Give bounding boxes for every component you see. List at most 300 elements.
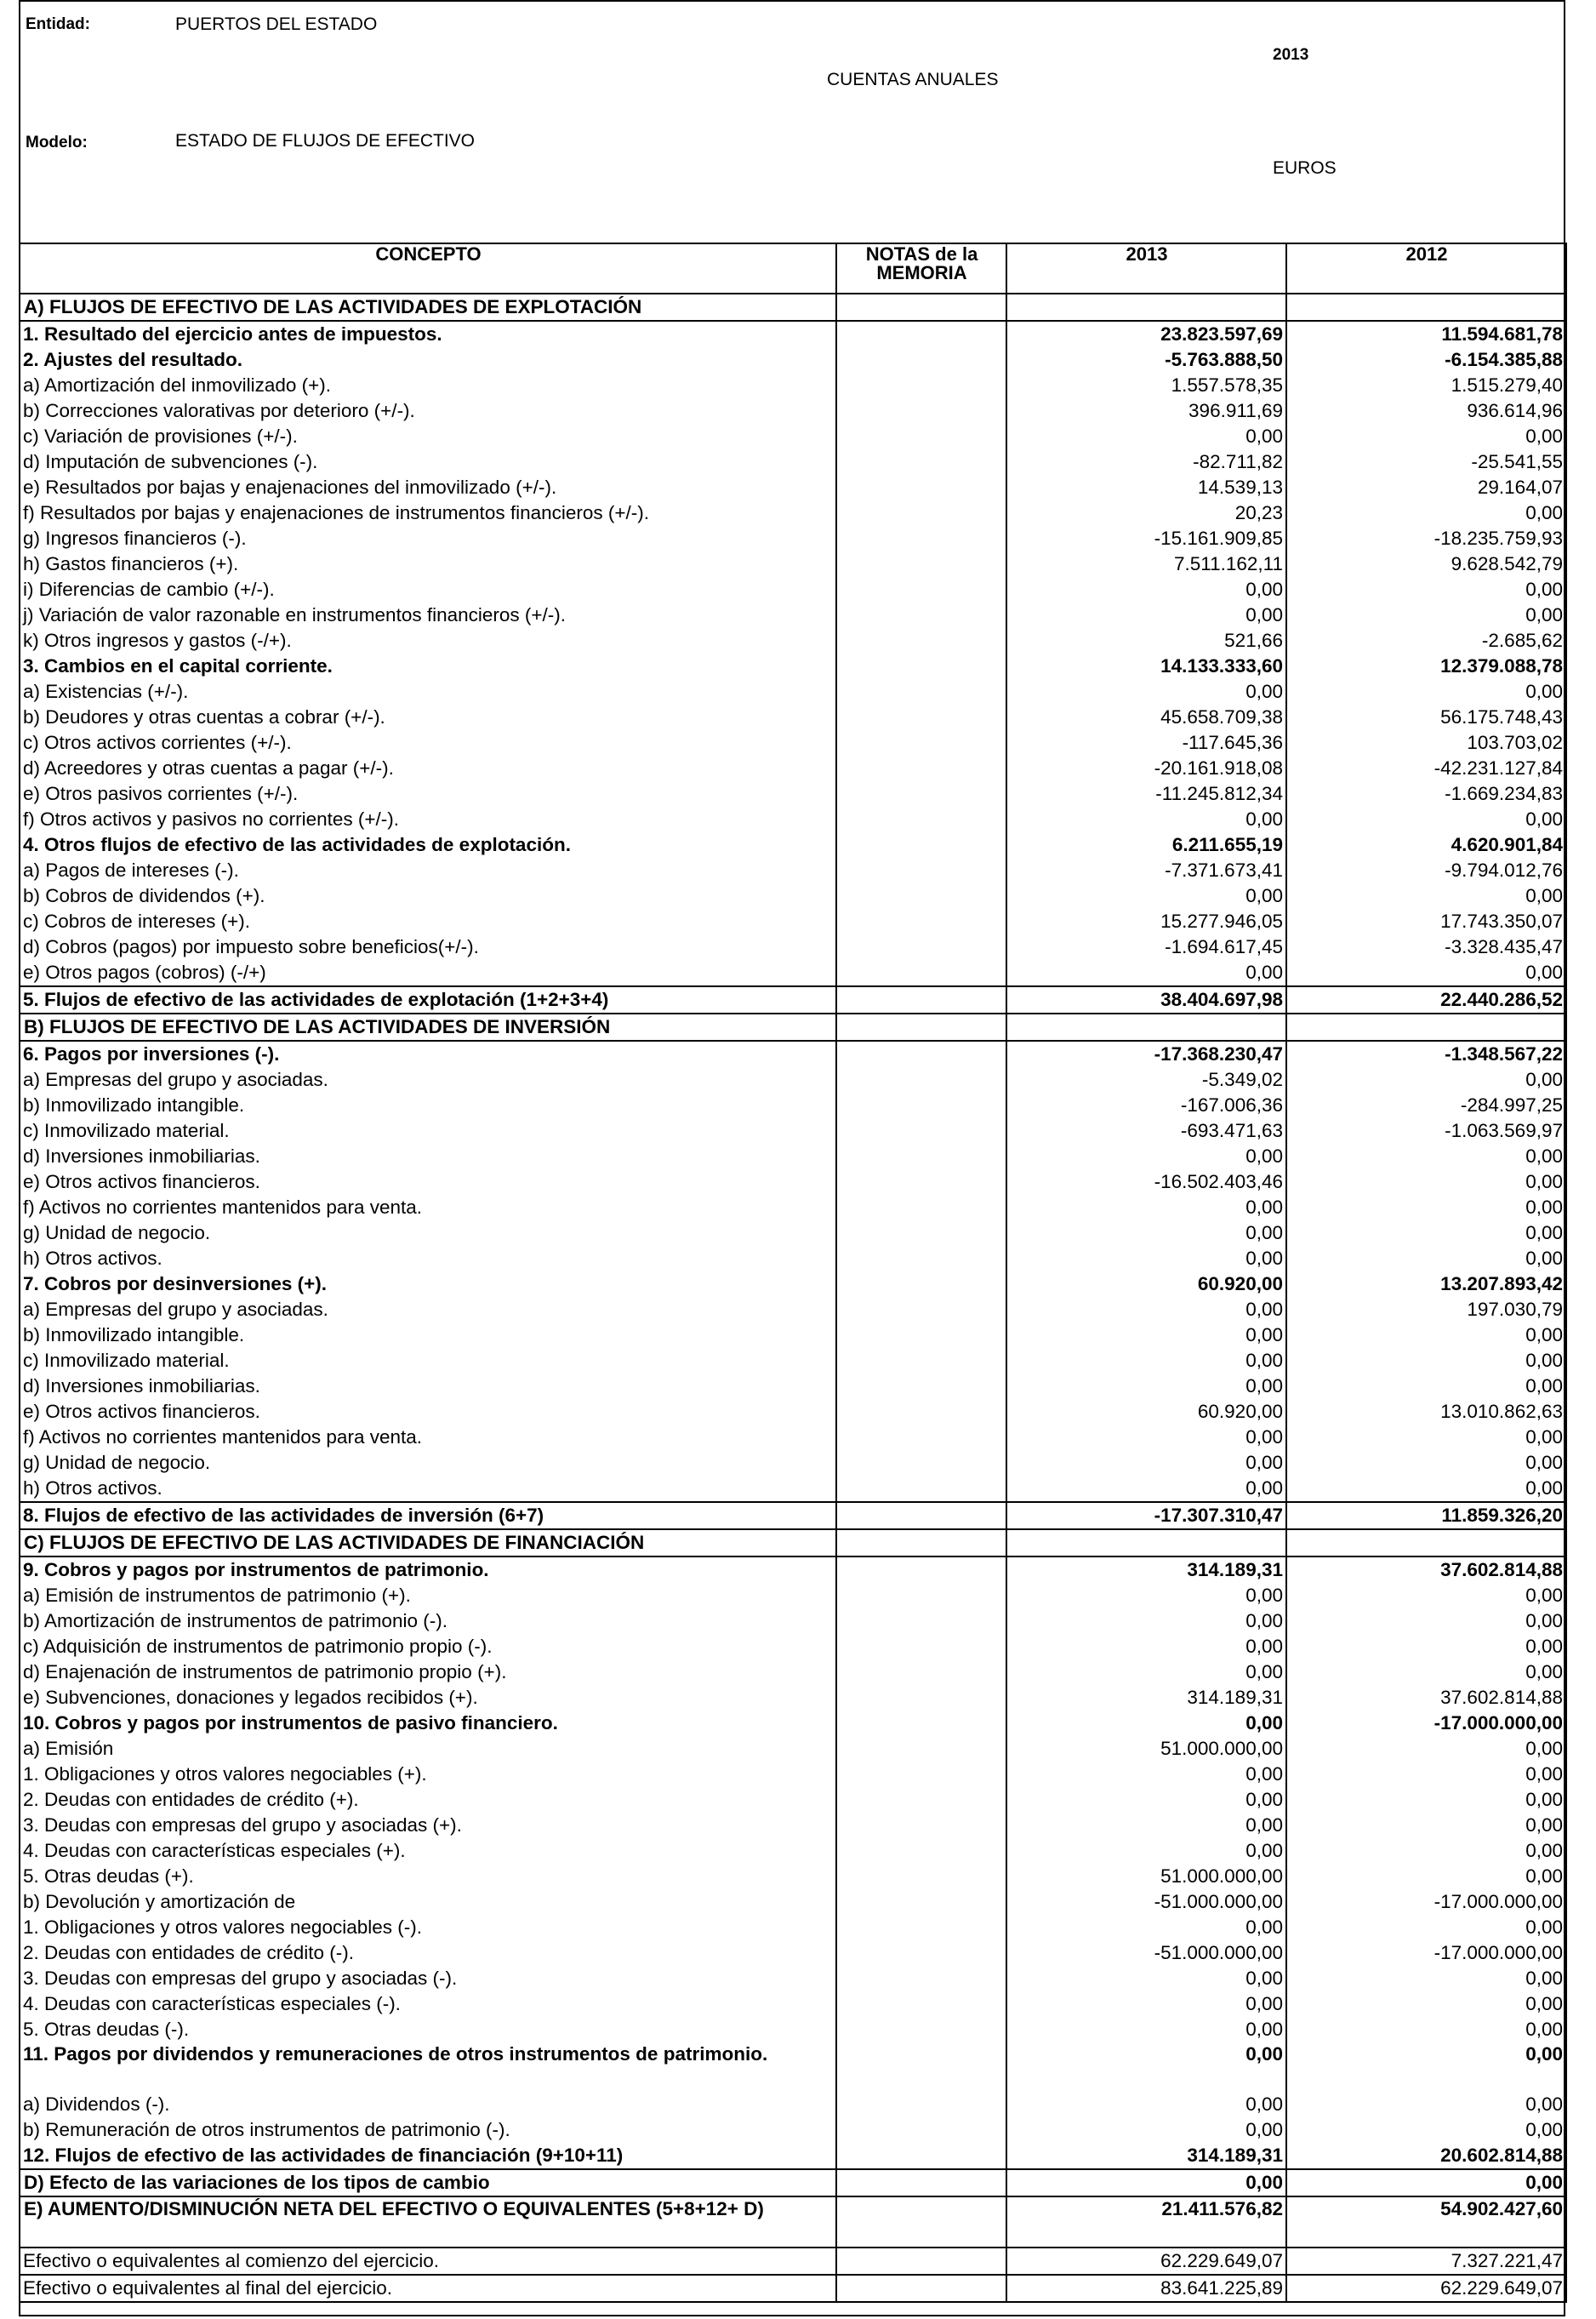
notas-cell bbox=[836, 1787, 1006, 1813]
col-2013: 2013 bbox=[1006, 243, 1286, 294]
value-2012-cell: 0,00 bbox=[1286, 1322, 1566, 1348]
notas-cell bbox=[836, 603, 1006, 628]
value-2013-cell: 14.133.333,60 bbox=[1006, 654, 1286, 679]
table-row bbox=[20, 1583, 1566, 1608]
value-2012-cell bbox=[1286, 1529, 1566, 1556]
concepto-cell: 1. Obligaciones y otros valores negociables (-). bbox=[23, 1916, 422, 1938]
value-2013-cell: -17.368.230,47 bbox=[1006, 1041, 1286, 1067]
table-row bbox=[20, 1322, 1566, 1348]
value-2012-cell: 0,00 bbox=[1286, 1195, 1566, 1220]
value-2013-cell: 314.189,31 bbox=[1006, 1685, 1286, 1711]
value-2013-cell: -51.000.000,00 bbox=[1006, 1940, 1286, 1966]
table-row bbox=[20, 1220, 1566, 1246]
value-2013-cell: 0,00 bbox=[1006, 1195, 1286, 1220]
value-2013-cell: 60.920,00 bbox=[1006, 1399, 1286, 1425]
notas-cell bbox=[836, 934, 1006, 960]
notas-cell bbox=[836, 398, 1006, 424]
concepto-cell: a) Existencias (+/-). bbox=[23, 681, 189, 702]
notas-cell bbox=[836, 832, 1006, 858]
value-2013-cell: 521,66 bbox=[1006, 628, 1286, 654]
concepto-cell: c) Variación de provisiones (+/-). bbox=[23, 426, 298, 447]
table-row bbox=[20, 347, 1566, 373]
table-body bbox=[20, 294, 1566, 2302]
notas-cell bbox=[836, 1322, 1006, 1348]
concepto-cell: 4. Otros flujos de efectivo de las actividades de explotación. bbox=[23, 834, 571, 855]
table-row bbox=[20, 603, 1566, 628]
table-row bbox=[20, 1736, 1566, 1762]
value-2012-cell: 0,00 bbox=[1286, 603, 1566, 628]
value-2013-cell: 0,00 bbox=[1006, 2169, 1286, 2196]
table-row bbox=[20, 628, 1566, 654]
notas-cell bbox=[836, 1685, 1006, 1711]
table-row bbox=[20, 756, 1566, 781]
concepto-cell: 5. Flujos de efectivo de las actividades de explotación (1+2+3+4) bbox=[20, 986, 836, 1014]
value-2013-cell: -20.161.918,08 bbox=[1006, 756, 1286, 781]
notas-cell bbox=[836, 1246, 1006, 1271]
value-2012-cell: 37.602.814,88 bbox=[1286, 1685, 1566, 1711]
value-2013-cell: 0,00 bbox=[1006, 2092, 1286, 2117]
value-2013-cell: 0,00 bbox=[1006, 1348, 1286, 1374]
value-2012-cell: 11.594.681,78 bbox=[1286, 321, 1566, 347]
notas-cell bbox=[836, 1864, 1006, 1889]
concepto-cell: c) Adquisición de instrumentos de patrimonio propio (-). bbox=[23, 1636, 493, 1657]
table-row bbox=[20, 832, 1566, 858]
notas-cell bbox=[836, 756, 1006, 781]
value-2013-cell: 0,00 bbox=[1006, 960, 1286, 986]
concepto-cell: 5. Otras deudas (+). bbox=[23, 1865, 194, 1887]
value-2012-cell: 0,00 bbox=[1286, 1634, 1566, 1659]
notas-cell bbox=[836, 551, 1006, 577]
col-2012: 2012 bbox=[1286, 243, 1566, 294]
concepto-cell: b) Correcciones valorativas por deterioro (+/-). bbox=[23, 400, 415, 421]
col-notas: NOTAS de la MEMORIA bbox=[836, 243, 1006, 294]
value-2013-cell: -11.245.812,34 bbox=[1006, 781, 1286, 807]
value-2012-cell: 0,00 bbox=[1286, 1425, 1566, 1450]
value-2012-cell: 54.902.427,60 bbox=[1286, 2196, 1566, 2248]
table-row bbox=[20, 424, 1566, 449]
value-2012-cell: -1.348.567,22 bbox=[1286, 1041, 1566, 1067]
concepto-cell: j) Variación de valor razonable en instrumentos financieros (+/-). bbox=[23, 604, 567, 625]
value-2012-cell: 0,00 bbox=[1286, 2042, 1566, 2092]
table-row bbox=[20, 500, 1566, 526]
table-row bbox=[20, 2143, 1566, 2169]
notas-cell bbox=[836, 858, 1006, 883]
table-row bbox=[20, 2169, 1566, 2196]
value-2012-cell: 56.175.748,43 bbox=[1286, 705, 1566, 730]
notas-cell bbox=[836, 1966, 1006, 1991]
value-2012-cell: 37.602.814,88 bbox=[1286, 1556, 1566, 1583]
value-2012-cell bbox=[1286, 294, 1566, 321]
table-row bbox=[20, 781, 1566, 807]
modelo-value: ESTADO DE FLUJOS DE EFECTIVO bbox=[175, 131, 475, 151]
concepto-cell: E) AUMENTO/DISMINUCIÓN NETA DEL EFECTIVO O EQUIVALENTES (5+8+12+ D) bbox=[20, 2196, 836, 2248]
notas-cell bbox=[836, 2196, 1006, 2248]
concepto-cell: g) Unidad de negocio. bbox=[23, 1222, 211, 1243]
notas-cell bbox=[836, 526, 1006, 551]
table-row bbox=[20, 1297, 1566, 1322]
value-2013-cell: 83.641.225,89 bbox=[1006, 2275, 1286, 2302]
value-2013-cell: -15.161.909,85 bbox=[1006, 526, 1286, 551]
concepto-cell: g) Unidad de negocio. bbox=[23, 1452, 211, 1473]
table-row bbox=[20, 1246, 1566, 1271]
value-2012-cell: 0,00 bbox=[1286, 1991, 1566, 2017]
value-2013-cell: -693.471,63 bbox=[1006, 1118, 1286, 1144]
concepto-cell: h) Otros activos. bbox=[23, 1477, 162, 1499]
entidad-label: Entidad: bbox=[26, 15, 90, 33]
table-row bbox=[20, 883, 1566, 909]
value-2012-cell: -25.541,55 bbox=[1286, 449, 1566, 475]
value-2012-cell: 197.030,79 bbox=[1286, 1297, 1566, 1322]
value-2012-cell: 13.010.862,63 bbox=[1286, 1399, 1566, 1425]
notas-cell bbox=[836, 1736, 1006, 1762]
value-2012-cell: 0,00 bbox=[1286, 1864, 1566, 1889]
value-2012-cell: 17.743.350,07 bbox=[1286, 909, 1566, 934]
value-2013-cell: 0,00 bbox=[1006, 424, 1286, 449]
concepto-cell: e) Otros activos financieros. bbox=[23, 1171, 260, 1192]
currency-label: EUROS bbox=[1273, 158, 1337, 178]
value-2013-cell: 15.277.946,05 bbox=[1006, 909, 1286, 934]
value-2012-cell: 0,00 bbox=[1286, 2017, 1566, 2042]
value-2013-cell: 0,00 bbox=[1006, 1711, 1286, 1736]
value-2013-cell: -1.694.617,45 bbox=[1006, 934, 1286, 960]
notas-cell bbox=[836, 628, 1006, 654]
value-2012-cell: 0,00 bbox=[1286, 1450, 1566, 1476]
table-row bbox=[20, 475, 1566, 500]
value-2013-cell: -16.502.403,46 bbox=[1006, 1169, 1286, 1195]
notas-cell bbox=[836, 475, 1006, 500]
value-2013-cell: 0,00 bbox=[1006, 1220, 1286, 1246]
table-row bbox=[20, 2117, 1566, 2143]
notas-cell bbox=[836, 1556, 1006, 1583]
concepto-cell: 7. Cobros por desinversiones (+). bbox=[23, 1273, 327, 1294]
concepto-cell: b) Cobros de dividendos (+). bbox=[23, 885, 265, 906]
value-2012-cell: 0,00 bbox=[1286, 1762, 1566, 1787]
notas-cell bbox=[836, 1297, 1006, 1322]
value-2012-cell: 4.620.901,84 bbox=[1286, 832, 1566, 858]
concepto-cell: 9. Cobros y pagos por instrumentos de patrimonio. bbox=[23, 1559, 489, 1580]
value-2013-cell: 0,00 bbox=[1006, 883, 1286, 909]
value-2012-cell: 13.207.893,42 bbox=[1286, 1271, 1566, 1297]
concepto-cell: d) Inversiones inmobiliarias. bbox=[23, 1375, 260, 1397]
value-2013-cell: 0,00 bbox=[1006, 1297, 1286, 1322]
concepto-cell: C) FLUJOS DE EFECTIVO DE LAS ACTIVIDADES DE FINANCIACIÓN bbox=[20, 1529, 836, 1556]
table-row bbox=[20, 526, 1566, 551]
concepto-cell: Efectivo o equivalentes al final del ejercicio. bbox=[20, 2275, 836, 2302]
table-row bbox=[20, 1659, 1566, 1685]
notas-cell bbox=[836, 2248, 1006, 2275]
concepto-cell: a) Empresas del grupo y asociadas. bbox=[23, 1069, 328, 1090]
value-2013-cell: 0,00 bbox=[1006, 1246, 1286, 1271]
concepto-cell: b) Inmovilizado intangible. bbox=[23, 1094, 245, 1116]
concepto-cell: c) Cobros de intereses (+). bbox=[23, 911, 250, 932]
concepto-cell: d) Inversiones inmobiliarias. bbox=[23, 1145, 260, 1167]
table-row bbox=[20, 1014, 1566, 1041]
concepto-cell: a) Emisión de instrumentos de patrimonio (+). bbox=[23, 1585, 411, 1606]
value-2012-cell: 0,00 bbox=[1286, 1915, 1566, 1940]
value-2012-cell: 1.515.279,40 bbox=[1286, 373, 1566, 398]
notas-cell bbox=[836, 2042, 1006, 2092]
value-2013-cell: 51.000.000,00 bbox=[1006, 1864, 1286, 1889]
table-row bbox=[20, 1915, 1566, 1940]
notas-cell bbox=[836, 1144, 1006, 1169]
value-2013-cell: 0,00 bbox=[1006, 1583, 1286, 1608]
table-row bbox=[20, 1787, 1566, 1813]
table-row bbox=[20, 1348, 1566, 1374]
table-row bbox=[20, 1144, 1566, 1169]
concepto-cell: 5. Otras deudas (-). bbox=[23, 2019, 190, 2040]
value-2013-cell bbox=[1006, 1529, 1286, 1556]
concepto-cell: f) Activos no corrientes mantenidos para venta. bbox=[23, 1426, 422, 1448]
value-2012-cell: 0,00 bbox=[1286, 2092, 1566, 2117]
value-2013-cell: 0,00 bbox=[1006, 1608, 1286, 1634]
concepto-cell: 2. Deudas con entidades de crédito (+). bbox=[23, 1789, 359, 1810]
value-2013-cell: 0,00 bbox=[1006, 1915, 1286, 1940]
doc-type: CUENTAS ANUALES bbox=[827, 70, 999, 89]
notas-cell bbox=[836, 986, 1006, 1014]
table-row bbox=[20, 1041, 1566, 1067]
value-2013-cell: 0,00 bbox=[1006, 1144, 1286, 1169]
table-row bbox=[20, 2042, 1566, 2092]
value-2012-cell: 11.859.326,20 bbox=[1286, 1502, 1566, 1529]
value-2012-cell: 0,00 bbox=[1286, 883, 1566, 909]
concepto-cell: h) Gastos financieros (+). bbox=[23, 553, 239, 574]
concepto-cell: h) Otros activos. bbox=[23, 1248, 162, 1269]
value-2012-cell: 0,00 bbox=[1286, 500, 1566, 526]
col-concepto: CONCEPTO bbox=[20, 243, 836, 294]
table-row bbox=[20, 1685, 1566, 1711]
value-2012-cell: 62.229.649,07 bbox=[1286, 2275, 1566, 2302]
value-2012-cell: 0,00 bbox=[1286, 424, 1566, 449]
table-row bbox=[20, 2248, 1566, 2275]
value-2013-cell: 0,00 bbox=[1006, 679, 1286, 705]
table-row bbox=[20, 1529, 1566, 1556]
value-2013-cell: 0,00 bbox=[1006, 1991, 1286, 2017]
value-2013-cell: 0,00 bbox=[1006, 1659, 1286, 1685]
concepto-cell: 3. Deudas con empresas del grupo y asociadas (+). bbox=[23, 1814, 462, 1836]
value-2012-cell: 0,00 bbox=[1286, 1966, 1566, 1991]
table-row bbox=[20, 1399, 1566, 1425]
table-row bbox=[20, 730, 1566, 756]
concepto-cell: f) Resultados por bajas y enajenaciones de instrumentos financieros (+/-). bbox=[23, 502, 650, 523]
value-2012-cell bbox=[1286, 1014, 1566, 1041]
value-2013-cell: 0,00 bbox=[1006, 1634, 1286, 1659]
notas-cell bbox=[836, 1399, 1006, 1425]
table-row bbox=[20, 1762, 1566, 1787]
table-row bbox=[20, 1450, 1566, 1476]
table-row bbox=[20, 551, 1566, 577]
value-2013-cell: 0,00 bbox=[1006, 603, 1286, 628]
notas-cell bbox=[836, 1118, 1006, 1144]
concepto-cell: e) Subvenciones, donaciones y legados recibidos (+). bbox=[23, 1687, 478, 1708]
notas-cell bbox=[836, 705, 1006, 730]
notas-cell bbox=[836, 1940, 1006, 1966]
concepto-cell: 6. Pagos por inversiones (-). bbox=[23, 1043, 280, 1065]
table-row bbox=[20, 1889, 1566, 1915]
table-row bbox=[20, 449, 1566, 475]
value-2013-cell: 20,23 bbox=[1006, 500, 1286, 526]
concepto-cell: 2. Ajustes del resultado. bbox=[23, 349, 242, 370]
value-2012-cell: 7.327.221,47 bbox=[1286, 2248, 1566, 2275]
concepto-cell: c) Inmovilizado material. bbox=[23, 1350, 230, 1371]
value-2012-cell: 0,00 bbox=[1286, 1838, 1566, 1864]
concepto-cell: 4. Deudas con características especiales (+). bbox=[23, 1840, 406, 1861]
table-row bbox=[20, 1374, 1566, 1399]
concepto-cell: a) Dividendos (-). bbox=[23, 2093, 170, 2115]
value-2013-cell: -82.711,82 bbox=[1006, 449, 1286, 475]
concepto-cell: e) Otros pagos (cobros) (-/+) bbox=[23, 962, 266, 983]
table-row bbox=[20, 679, 1566, 705]
table-row bbox=[20, 1476, 1566, 1502]
value-2013-cell: 314.189,31 bbox=[1006, 1556, 1286, 1583]
value-2013-cell: 0,00 bbox=[1006, 2042, 1286, 2092]
notas-cell bbox=[836, 1450, 1006, 1476]
value-2012-cell: 0,00 bbox=[1286, 807, 1566, 832]
value-2012-cell: 936.614,96 bbox=[1286, 398, 1566, 424]
value-2013-cell: 314.189,31 bbox=[1006, 2143, 1286, 2169]
notas-cell bbox=[836, 1093, 1006, 1118]
table-row bbox=[20, 1425, 1566, 1450]
report-year: 2013 bbox=[1273, 46, 1309, 64]
table-row bbox=[20, 1093, 1566, 1118]
value-2012-cell: -17.000.000,00 bbox=[1286, 1940, 1566, 1966]
value-2012-cell: 22.440.286,52 bbox=[1286, 986, 1566, 1014]
value-2013-cell: 1.557.578,35 bbox=[1006, 373, 1286, 398]
table-row bbox=[20, 321, 1566, 347]
value-2013-cell: 60.920,00 bbox=[1006, 1271, 1286, 1297]
table-row bbox=[20, 398, 1566, 424]
value-2013-cell: 14.539,13 bbox=[1006, 475, 1286, 500]
value-2012-cell: 103.703,02 bbox=[1286, 730, 1566, 756]
concepto-cell: d) Acreedores y otras cuentas a pagar (+/-). bbox=[23, 757, 394, 779]
value-2012-cell: 0,00 bbox=[1286, 1144, 1566, 1169]
notas-cell bbox=[836, 321, 1006, 347]
value-2013-cell: 62.229.649,07 bbox=[1006, 2248, 1286, 2275]
notas-cell bbox=[836, 2017, 1006, 2042]
table-row bbox=[20, 934, 1566, 960]
value-2013-cell: -17.307.310,47 bbox=[1006, 1502, 1286, 1529]
value-2013-cell: 0,00 bbox=[1006, 2117, 1286, 2143]
table-row bbox=[20, 2196, 1566, 2248]
concepto-cell: i) Diferencias de cambio (+/-). bbox=[23, 579, 275, 600]
value-2012-cell: -17.000.000,00 bbox=[1286, 1889, 1566, 1915]
concepto-cell: d) Cobros (pagos) por impuesto sobre beneficios(+/-). bbox=[23, 936, 479, 957]
table-row bbox=[20, 2275, 1566, 2302]
notas-cell bbox=[836, 1838, 1006, 1864]
value-2013-cell: 38.404.697,98 bbox=[1006, 986, 1286, 1014]
table-row bbox=[20, 294, 1566, 321]
value-2012-cell: 0,00 bbox=[1286, 1736, 1566, 1762]
notas-cell bbox=[836, 1476, 1006, 1502]
table-row bbox=[20, 1608, 1566, 1634]
notas-cell bbox=[836, 1608, 1006, 1634]
notas-cell bbox=[836, 1502, 1006, 1529]
notas-cell bbox=[836, 654, 1006, 679]
entidad-value: PUERTOS DEL ESTADO bbox=[175, 14, 378, 34]
notas-cell bbox=[836, 500, 1006, 526]
value-2013-cell bbox=[1006, 294, 1286, 321]
concepto-cell: d) Imputación de subvenciones (-). bbox=[23, 451, 318, 472]
value-2012-cell: 12.379.088,78 bbox=[1286, 654, 1566, 679]
concepto-cell: 4. Deudas con características especiales (-). bbox=[23, 1993, 401, 2014]
modelo-label: Modelo: bbox=[26, 134, 88, 151]
value-2013-cell: 0,00 bbox=[1006, 807, 1286, 832]
table-row bbox=[20, 1711, 1566, 1736]
notas-cell bbox=[836, 1762, 1006, 1787]
notas-cell bbox=[836, 2169, 1006, 2196]
notas-cell bbox=[836, 2117, 1006, 2143]
value-2013-cell: -5.349,02 bbox=[1006, 1067, 1286, 1093]
notas-cell bbox=[836, 424, 1006, 449]
value-2012-cell: 0,00 bbox=[1286, 1220, 1566, 1246]
table-row bbox=[20, 1813, 1566, 1838]
value-2012-cell: -18.235.759,93 bbox=[1286, 526, 1566, 551]
concepto-cell: 8. Flujos de efectivo de las actividades de inversión (6+7) bbox=[20, 1502, 836, 1529]
value-2012-cell: -1.669.234,83 bbox=[1286, 781, 1566, 807]
value-2012-cell: 0,00 bbox=[1286, 1374, 1566, 1399]
notas-cell bbox=[836, 1348, 1006, 1374]
table-row bbox=[20, 986, 1566, 1014]
notas-cell bbox=[836, 1067, 1006, 1093]
concepto-cell: e) Otros activos financieros. bbox=[23, 1401, 260, 1422]
notas-cell bbox=[836, 1374, 1006, 1399]
value-2013-cell: -167.006,36 bbox=[1006, 1093, 1286, 1118]
value-2013-cell: 0,00 bbox=[1006, 1813, 1286, 1838]
value-2012-cell: 0,00 bbox=[1286, 1583, 1566, 1608]
table-row bbox=[20, 1838, 1566, 1864]
value-2013-cell: 0,00 bbox=[1006, 1450, 1286, 1476]
notas-cell bbox=[836, 1169, 1006, 1195]
table-row bbox=[20, 1271, 1566, 1297]
notas-cell bbox=[836, 1583, 1006, 1608]
value-2013-cell: 45.658.709,38 bbox=[1006, 705, 1286, 730]
concepto-cell: a) Empresas del grupo y asociadas. bbox=[23, 1299, 328, 1320]
concepto-cell: d) Enajenación de instrumentos de patrimonio propio (+). bbox=[23, 1661, 507, 1682]
table-row bbox=[20, 1502, 1566, 1529]
concepto-cell: b) Remuneración de otros instrumentos de patrimonio (-). bbox=[23, 2119, 510, 2140]
table-row bbox=[20, 1067, 1566, 1093]
value-2013-cell: 51.000.000,00 bbox=[1006, 1736, 1286, 1762]
table-row bbox=[20, 2092, 1566, 2117]
notas-cell bbox=[836, 781, 1006, 807]
notas-cell bbox=[836, 449, 1006, 475]
notas-cell bbox=[836, 1014, 1006, 1041]
value-2013-cell: 23.823.597,69 bbox=[1006, 321, 1286, 347]
value-2012-cell: 0,00 bbox=[1286, 577, 1566, 603]
concepto-cell: b) Deudores y otras cuentas a cobrar (+/-). bbox=[23, 706, 385, 728]
table-row bbox=[20, 1556, 1566, 1583]
concepto-cell: D) Efecto de las variaciones de los tipos de cambio bbox=[20, 2169, 836, 2196]
value-2013-cell: 0,00 bbox=[1006, 1476, 1286, 1502]
notas-cell bbox=[836, 883, 1006, 909]
concepto-cell: k) Otros ingresos y gastos (-/+). bbox=[23, 630, 292, 651]
table-row bbox=[20, 1966, 1566, 1991]
notas-cell bbox=[836, 373, 1006, 398]
concepto-cell: 3. Deudas con empresas del grupo y asociadas (-). bbox=[23, 1968, 458, 1989]
notas-cell bbox=[836, 2143, 1006, 2169]
value-2012-cell: 0,00 bbox=[1286, 1169, 1566, 1195]
notas-cell bbox=[836, 1634, 1006, 1659]
table-row bbox=[20, 858, 1566, 883]
value-2013-cell: 21.411.576,82 bbox=[1006, 2196, 1286, 2248]
concepto-cell: f) Otros activos y pasivos no corrientes (+/-). bbox=[23, 808, 400, 830]
notas-cell bbox=[836, 1041, 1006, 1067]
table-row bbox=[20, 1864, 1566, 1889]
value-2012-cell: 0,00 bbox=[1286, 1067, 1566, 1093]
table-row bbox=[20, 909, 1566, 934]
concepto-cell: c) Inmovilizado material. bbox=[23, 1120, 230, 1141]
notas-cell bbox=[836, 1271, 1006, 1297]
value-2013-cell: 0,00 bbox=[1006, 1787, 1286, 1813]
